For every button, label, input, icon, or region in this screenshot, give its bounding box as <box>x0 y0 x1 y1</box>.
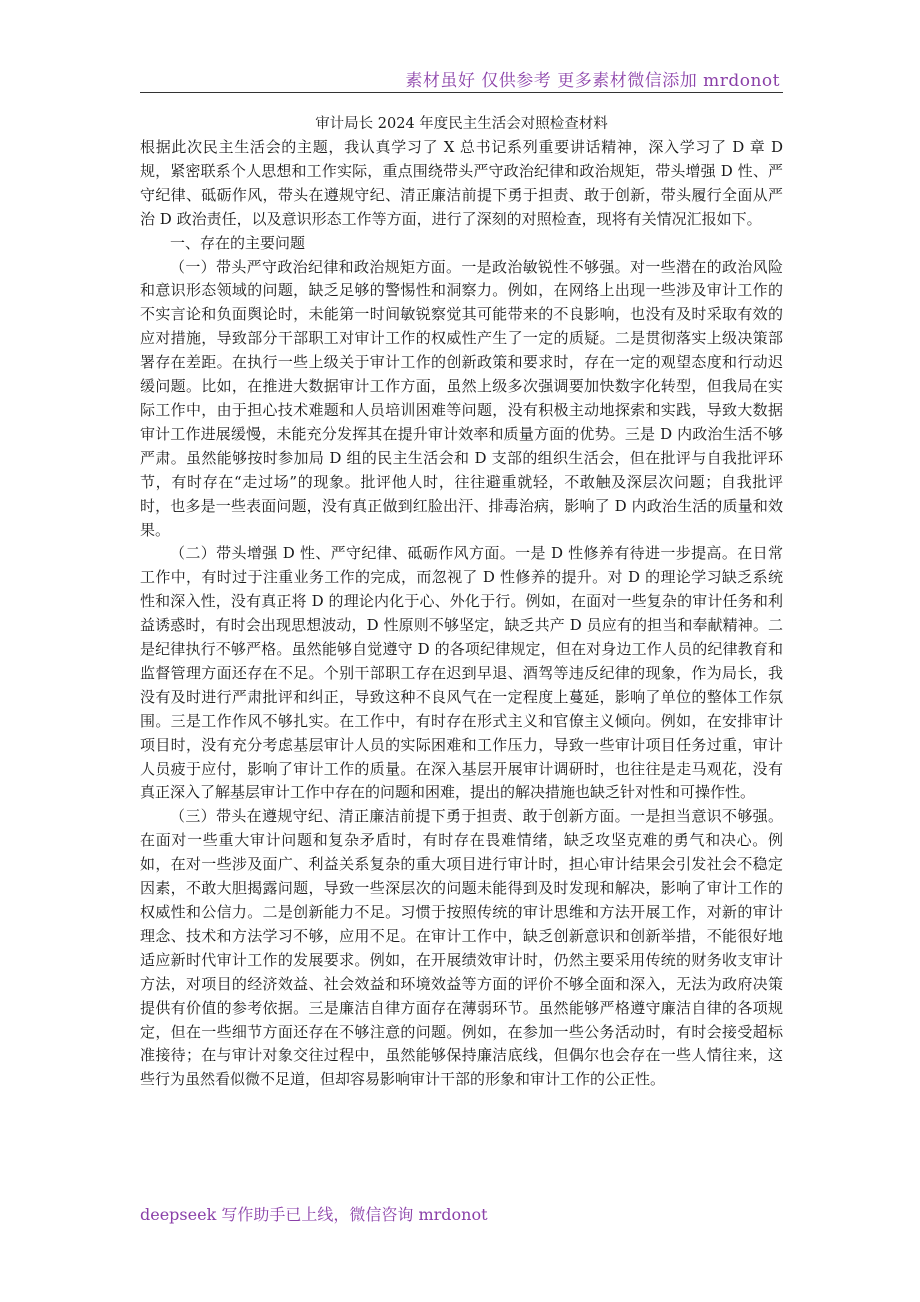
document-title: 审计局长 2024 年度民主生活会对照检查材料 <box>315 116 608 132</box>
header-divider <box>140 92 783 93</box>
header-watermark: 素材虽好 仅供参考 更多素材微信添加 mrdonot <box>405 71 780 91</box>
paragraph-political-discipline: （一）带头严守政治纪律和政治规矩方面。一是政治敏锐性不够强。对一些潜在的政治风险和意识形态领域的问题，缺乏足够的警惕性和洞察力。例如，在网络上出现一些涉及审计工作的不实言论和负面舆论时，未能第一时间敏锐察觉其可能带来的不良影响，也没有及时采取有效的应对措施，导致部分干部职工对审计工作的权威性产生了一定的质疑。二是贯彻落实上级决策部署存在差距。在执行一些上级关于审计工作的创新政策和要求时，存在一定的观望态度和行动迟缓问题。比如，在推进大数据审计工作方面，虽然上级多次强调要加快数字化转型，但我局在实际工作中，由于担心技术难题和人员培训困难等问题，没有积极主动地探索和实践，导致大数据审计工作进展缓慢，未能充分发挥其在提升审计效率和质量方面的优势。三是 D 内政治生活不够严肃。虽然能够按时参加局 D 组的民主生活会和 D 支部的组织生活会，但在批评与自我批评环节，有时存在“走过场”的现象。批评他人时，往往避重就轻，不敢触及深层次问题；自我批评时，也多是一些表面问题，没有真正做到红脸出汗、排毒治病，影响了 D 内政治生活的质量和效果。 <box>140 257 783 539</box>
document-body <box>140 112 783 1092</box>
paragraph-party-spirit: （二）带头增强 D 性、严守纪律、砥砺作风方面。一是 D 性修养有待进一步提高。在日常工作中，有时过于注重业务工作的完成，而忽视了 D 性修养的提升。对 D 的理论学习缺乏系统性和深入性，没有真正将 D 的理论内化于心、外化于行。例如，在面对一些复杂的审计任务和利益诱惑时，有时会出现思想波动，D 性原则不够坚定，缺乏共产 D 员应有的担当和奉献精神。二是纪律执行不够严格。虽然能够自觉遵守 D 的各项纪律规定，但在对身边工作人员的纪律教育和监督管理方面还存在不足。个别干部职工存在迟到早退、酒驾等违反纪律的现象，作为局长，我没有及时进行严肃批评和纠正，导致这种不良风气在一定程度上蔓延，影响了单位的整体工作氛围。三是工作作风不够扎实。在工作中，有时存在形式主义和官僚主义倾向。例如，在安排审计项目时，没有充分考虑基层审计人员的实际困难和工作压力，导致一些审计项目任务过重，审计人员疲于应付，影响了审计工作的质量。在深入基层开展审计调研时，也往往是走马观花，没有真正深入了解基层审计工作中存在的问题和困难，提出的解决措施也缺乏针对性和可操作性。 <box>140 544 783 802</box>
intro-paragraph: 根据此次民主生活会的主题，我认真学习了 X 总书记系列重要讲话精神，深入学习了 D 章 D 规，紧密联系个人思想和工作实际，重点围绕带头严守政治纪律和政治规矩，带头增强 D 性、严守纪律、砥砺作风，带头在遵规守纪、清正廉洁前提下勇于担责、敢于创新，带头履行全面从严治 D 政治责任，以及意识形态工作等方面，进行了深刻的对照检查，现将有关情况汇报如下。 <box>140 138 783 228</box>
section-heading-problems: 一、存在的主要问题 <box>170 233 306 252</box>
footer-watermark: deepseek 写作助手已上线，微信咨询 mrdonot <box>140 1205 488 1224</box>
paragraph-responsibility-innovation: （三）带头在遵规守纪、清正廉洁前提下勇于担责、敢于创新方面。一是担当意识不够强。在面对一些重大审计问题和复杂矛盾时，有时存在畏难情绪，缺乏攻坚克难的勇气和决心。例如，在对一些涉及面广、利益关系复杂的重大项目进行审计时，担心审计结果会引发社会不稳定因素，不敢大胆揭露问题，导致一些深层次的问题未能得到及时发现和解决，影响了审计工作的权威性和公信力。二是创新能力不足。习惯于按照传统的审计思维和方法开展工作，对新的审计理念、技术和方法学习不够，应用不足。在审计工作中，缺乏创新意识和创新举措，不能很好地适应新时代审计工作的发展要求。例如，在开展绩效审计时，仍然主要采用传统的财务收支审计方法，对项目的经济效益、社会效益和环境效益等方面的评价不够全面和深入，无法为政府决策提供有价值的参考依据。三是廉洁自律方面存在薄弱环节。虽然能够严格遵守廉洁自律的各项规定，但在一些细节方面还存在不够注意的问题。例如，在参加一些公务活动时，有时会接受超标准接待；在与审计对象交往过程中，虽然能够保持廉洁底线，但偶尔也会存在一些人情往来，这些行为虽然看似微不足道，但却容易影响审计干部的形象和审计工作的公正性。 <box>140 807 783 1089</box>
